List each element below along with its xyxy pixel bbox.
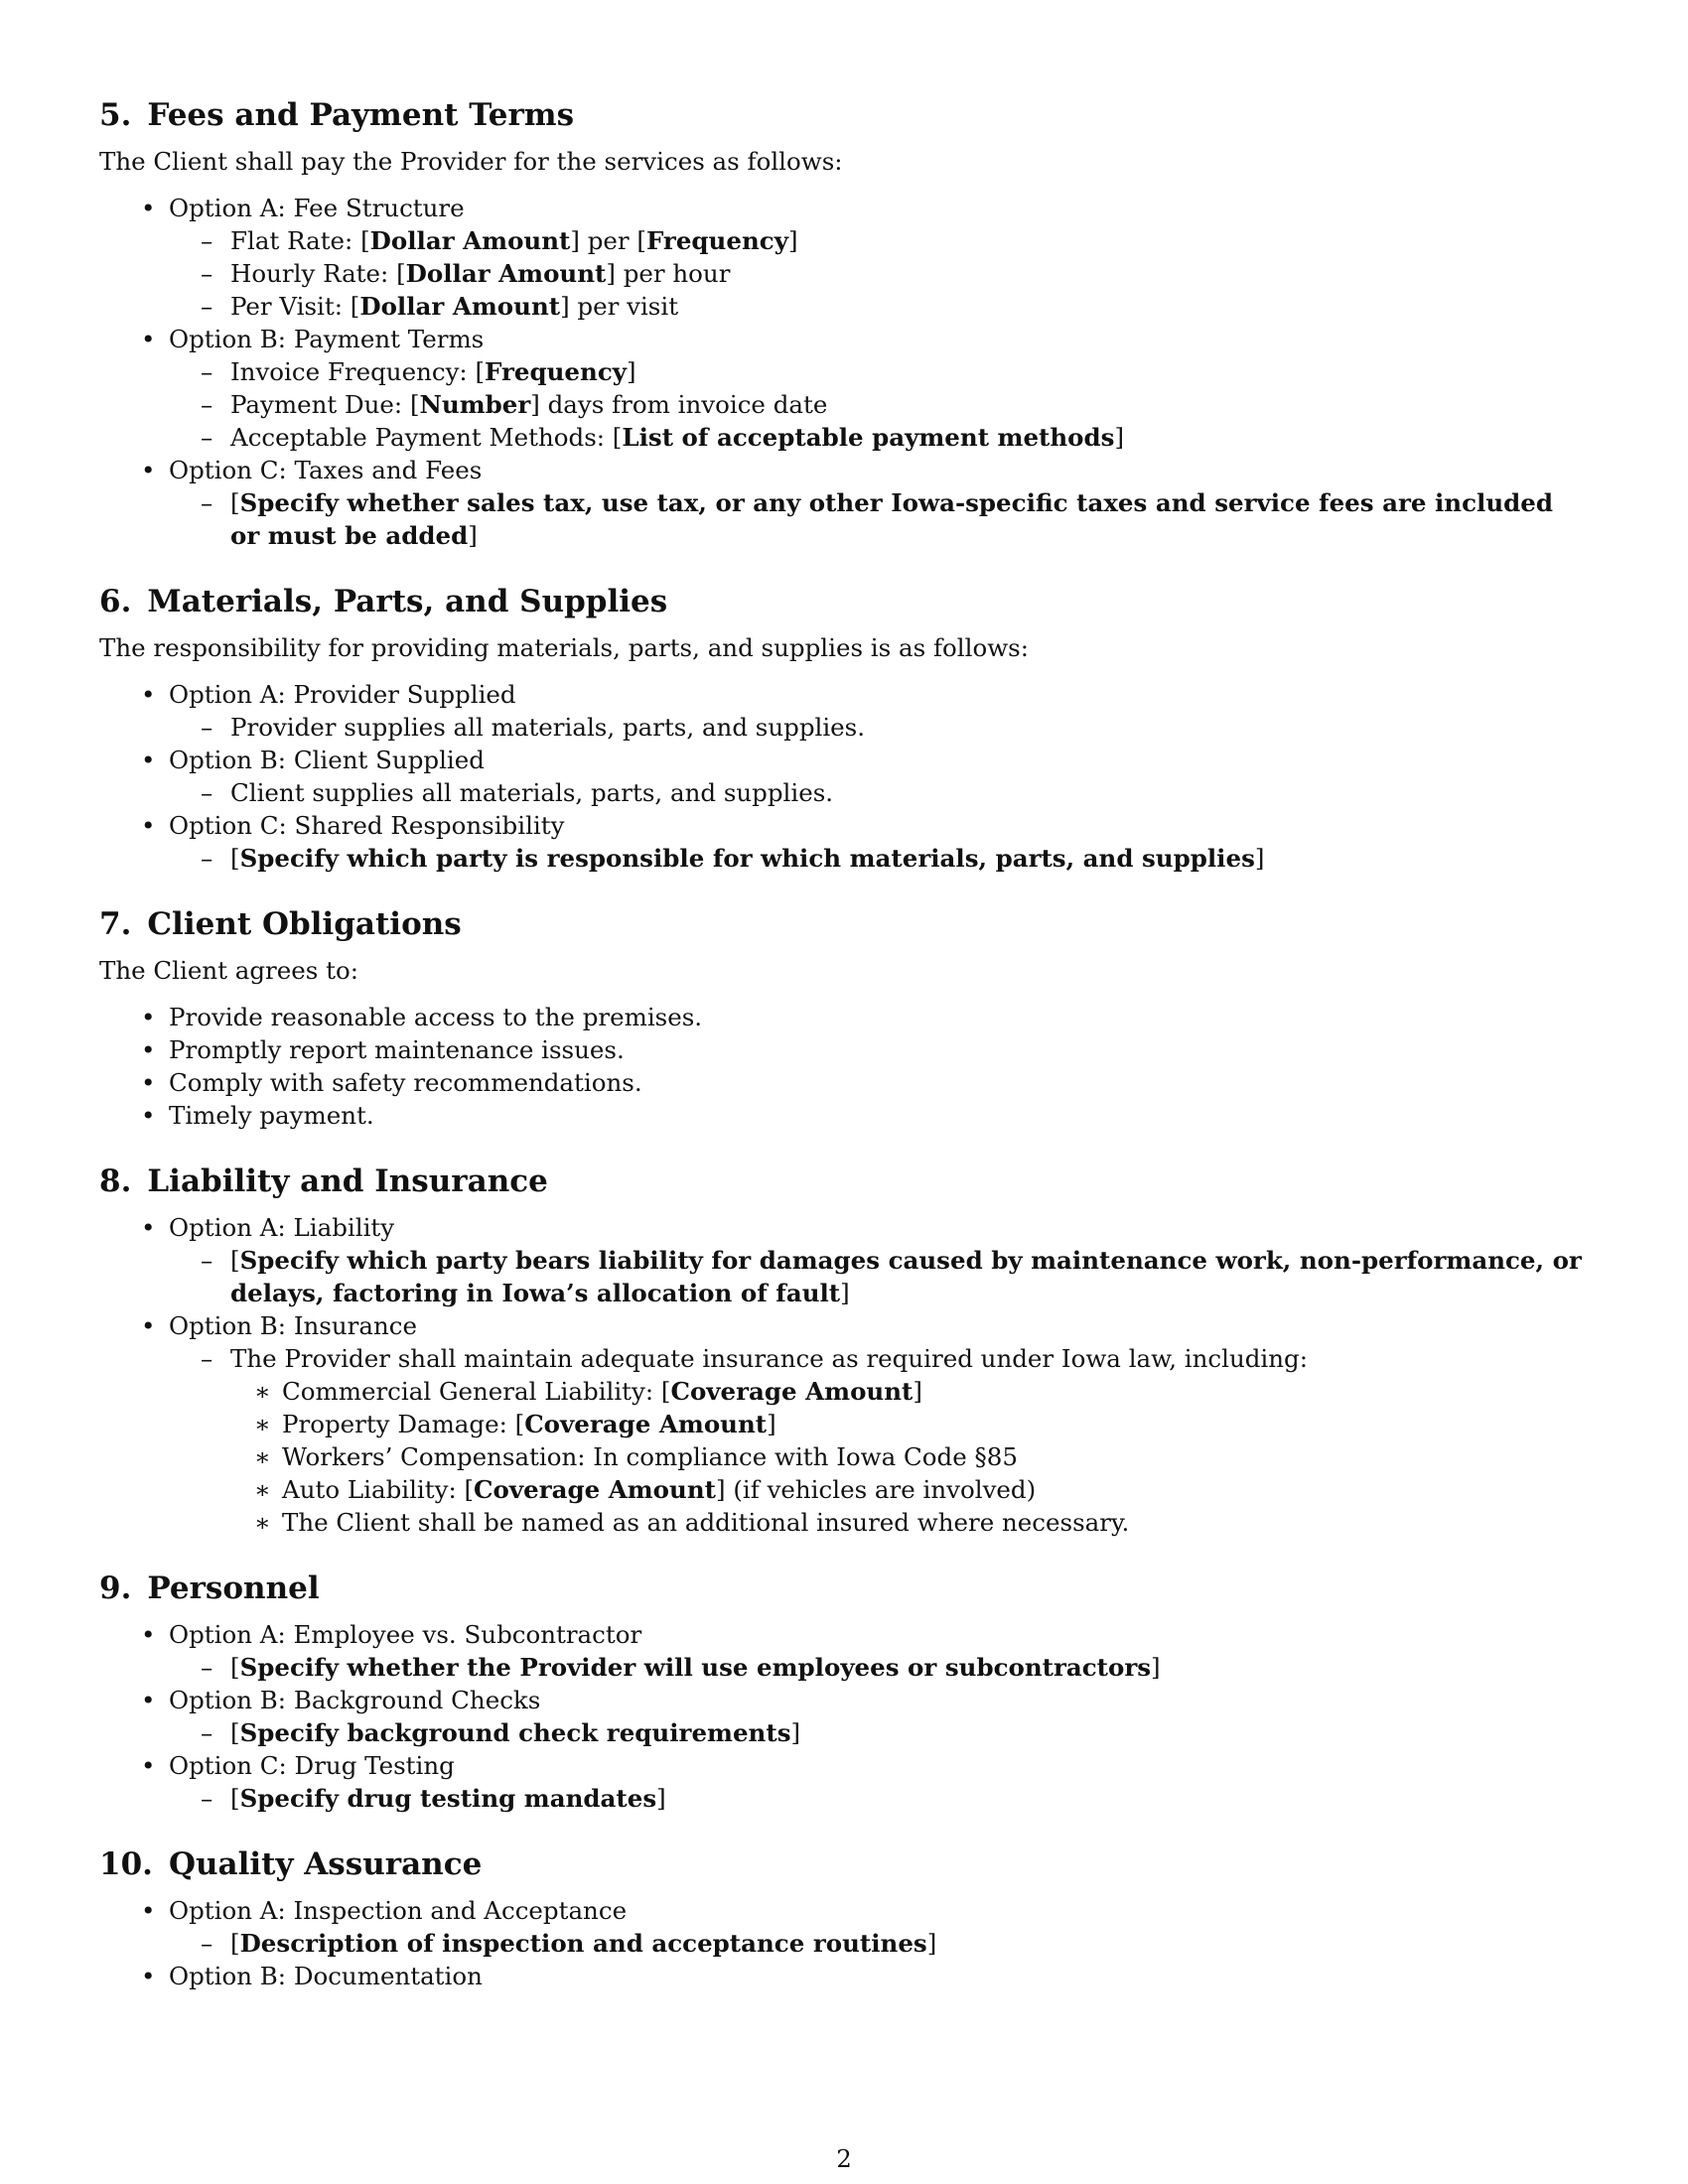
placeholder-field: Specify which party is responsible for which materials, parts, and supplies bbox=[239, 844, 1255, 873]
section-client-obligations bbox=[99, 904, 1589, 1132]
list-item: ∗ Workers’ Compensation: In compliance with Iowa Code §85 bbox=[254, 1442, 1018, 1471]
list-item: – Client supplies all materials, parts, and supplies. bbox=[201, 778, 834, 807]
placeholder-field: Description of inspection and acceptance routines bbox=[239, 1929, 927, 1958]
section-personnel bbox=[99, 1569, 1589, 1815]
option-label: Option A: Inspection and Acceptance bbox=[169, 1896, 628, 1925]
list-item: ∗ Auto Liability: [Coverage Amount] (if vehicles are involved) bbox=[254, 1475, 1037, 1504]
placeholder-field: Number bbox=[419, 390, 531, 419]
placeholder-field: List of acceptable payment methods bbox=[622, 423, 1115, 452]
section-heading bbox=[99, 1161, 1589, 1201]
placeholder-field: Specify background check requirements bbox=[239, 1718, 791, 1747]
bullet-icon: • bbox=[141, 1101, 156, 1130]
list-item: – Per Visit: [Dollar Amount] per visit bbox=[201, 292, 679, 321]
list-item: – [Specify which party is responsible for which materials, parts, and supplies] bbox=[201, 844, 1265, 873]
dash-icon: – bbox=[201, 844, 213, 873]
sub-list bbox=[169, 1927, 1589, 1960]
section-heading bbox=[99, 582, 1589, 621]
option-label: Option B: Client Supplied bbox=[169, 746, 485, 774]
option-label: Option B: Background Checks bbox=[169, 1686, 541, 1714]
list-item: – Acceptable Payment Methods: [List of acceptable payment methods] bbox=[201, 423, 1125, 452]
placeholder-field: Dollar Amount bbox=[405, 259, 607, 288]
sub-list bbox=[169, 486, 1589, 552]
list-item: ∗ The Client shall be named as an additional insured where necessary. bbox=[254, 1508, 1130, 1537]
bullet-icon: • bbox=[141, 325, 156, 353]
bullet-icon: • bbox=[141, 1620, 156, 1649]
placeholder-field: Coverage Amount bbox=[474, 1475, 716, 1504]
list-item: – Invoice Frequency: [Frequency] bbox=[201, 357, 636, 386]
dash-icon: – bbox=[201, 226, 213, 255]
list-item bbox=[141, 1749, 1589, 1815]
dash-icon: – bbox=[201, 259, 213, 288]
list-item bbox=[141, 1309, 1589, 1539]
asterisk-icon: ∗ bbox=[254, 1410, 271, 1438]
list-item: – Payment Due: [Number] days from invoice date bbox=[201, 390, 828, 419]
dash-icon: – bbox=[201, 357, 213, 386]
list-item: – Provider supplies all materials, parts, and supplies. bbox=[201, 713, 866, 742]
list-item bbox=[141, 1618, 1589, 1684]
bullet-icon: • bbox=[141, 1962, 156, 1990]
placeholder-field: Specify whether sales tax, use tax, or any other Iowa-specific taxes and service fees are included or must be added bbox=[230, 488, 1554, 550]
option-list bbox=[99, 192, 1589, 552]
bullet-icon: • bbox=[141, 1003, 156, 1031]
sub-list bbox=[169, 1244, 1589, 1309]
bullet-icon: • bbox=[141, 1751, 156, 1780]
section-title: Materials, Parts, and Supplies bbox=[147, 584, 668, 619]
sub-list bbox=[169, 1342, 1589, 1539]
bullet-icon: • bbox=[141, 1213, 156, 1242]
option-label: Option A: Employee vs. Subcontractor bbox=[169, 1620, 642, 1649]
section-title: Liability and Insurance bbox=[147, 1163, 548, 1199]
placeholder-field: Frequency bbox=[485, 357, 627, 386]
list-item: – Flat Rate: [Dollar Amount] per [Frequency] bbox=[201, 226, 798, 255]
section-fees-payment bbox=[99, 95, 1589, 552]
placeholder-field: Specify drug testing mandates bbox=[239, 1784, 657, 1813]
option-list bbox=[99, 1211, 1589, 1539]
placeholder-field: Frequency bbox=[645, 226, 788, 255]
list-item: • Provide reasonable access to the premises. bbox=[141, 1003, 703, 1031]
section-title: Quality Assurance bbox=[168, 1846, 483, 1882]
sub-list bbox=[169, 1782, 1589, 1815]
list-item: ∗ Property Damage: [Coverage Amount] bbox=[254, 1410, 776, 1438]
section-heading bbox=[99, 1569, 1589, 1608]
document-content bbox=[99, 95, 1589, 2022]
list-item: – The Provider shall maintain adequate insurance as required under Iowa law, including: ∗ Commercial General Liability: [Coverage Amount] ∗ Property Damage: [Coverage Amount] ∗ Workers’ Compensation: In compliance with Iowa Code §85 ∗ Auto Liability: [Coverage Amount] (if vehicles are involved) ∗ The Client shall be named as an additional insured where necessary. bbox=[230, 1342, 1589, 1539]
bullet-icon: • bbox=[141, 1068, 156, 1097]
list-item bbox=[141, 1960, 1589, 1992]
asterisk-icon: ∗ bbox=[254, 1442, 271, 1471]
section-title: Client Obligations bbox=[147, 906, 462, 942]
list-item bbox=[141, 192, 1589, 323]
dash-icon: – bbox=[201, 778, 213, 807]
option-label: Option B: Documentation bbox=[169, 1962, 483, 1990]
dash-icon: – bbox=[201, 1784, 213, 1813]
list-item: – [Specify background check requirements] bbox=[201, 1718, 801, 1747]
page-number: 2 bbox=[836, 2144, 852, 2173]
section-title: Personnel bbox=[147, 1570, 320, 1606]
sub-list bbox=[169, 776, 1589, 809]
asterisk-icon: ∗ bbox=[254, 1475, 271, 1504]
dash-icon: – bbox=[201, 1344, 213, 1373]
list-item: • Comply with safety recommendations. bbox=[141, 1068, 642, 1097]
sub-list bbox=[169, 1716, 1589, 1749]
dash-icon: – bbox=[201, 1246, 213, 1275]
dash-icon: – bbox=[201, 1653, 213, 1682]
placeholder-field: Specify whether the Provider will use employees or subcontractors bbox=[239, 1653, 1152, 1682]
bullet-icon: • bbox=[141, 746, 156, 774]
bullet-icon: • bbox=[141, 1311, 156, 1340]
sub-list bbox=[169, 711, 1589, 744]
section-number: 7. bbox=[99, 906, 132, 942]
list-item bbox=[141, 454, 1589, 552]
bullet-icon: • bbox=[141, 194, 156, 222]
list-item bbox=[141, 1211, 1589, 1309]
list-item: • Timely payment. bbox=[141, 1101, 374, 1130]
placeholder-field: Specify which party bears liability for damages caused by maintenance work, non-performance, or delays, factoring in Iowa’s allocation of fault bbox=[230, 1246, 1582, 1307]
option-list bbox=[99, 1618, 1589, 1815]
sub-list bbox=[169, 355, 1589, 454]
section-number: 10. bbox=[99, 1846, 153, 1882]
option-list bbox=[99, 678, 1589, 875]
section-number: 6. bbox=[99, 584, 132, 619]
section-heading bbox=[99, 904, 1589, 944]
option-label: Option B: Insurance bbox=[169, 1311, 417, 1340]
bullet-icon: • bbox=[141, 456, 156, 484]
option-label: Option C: Drug Testing bbox=[169, 1751, 455, 1780]
bullet-icon: • bbox=[141, 680, 156, 709]
list-item: – Hourly Rate: [Dollar Amount] per hour bbox=[201, 259, 731, 288]
bullet-icon: • bbox=[141, 1896, 156, 1925]
bullet-icon: • bbox=[141, 811, 156, 840]
section-number: 8. bbox=[99, 1163, 132, 1199]
section-quality-assurance bbox=[99, 1844, 1589, 1992]
section-number: 9. bbox=[99, 1570, 132, 1606]
section-heading bbox=[99, 1844, 1589, 1884]
list-item bbox=[141, 809, 1589, 875]
list-item: • Promptly report maintenance issues. bbox=[141, 1035, 625, 1064]
option-label: Option A: Liability bbox=[169, 1213, 395, 1242]
section-heading bbox=[99, 95, 1589, 135]
sub-list bbox=[169, 1651, 1589, 1684]
dash-icon: – bbox=[201, 1718, 213, 1747]
list-item: – [Description of inspection and acceptance routines] bbox=[201, 1929, 937, 1958]
list-item bbox=[141, 323, 1589, 454]
option-label: Option C: Shared Responsibility bbox=[169, 811, 565, 840]
placeholder-field: Coverage Amount bbox=[670, 1377, 914, 1406]
bullet-icon: • bbox=[141, 1035, 156, 1064]
section-number: 5. bbox=[99, 97, 132, 133]
list-item: – [Specify whether sales tax, use tax, or any other Iowa-specific taxes and service fees are included or must be added] bbox=[201, 488, 1554, 550]
section-intro: The responsibility for providing materials, parts, and supplies is as follows: bbox=[99, 633, 1030, 662]
placeholder-field: Dollar Amount bbox=[369, 226, 571, 255]
asterisk-icon: ∗ bbox=[254, 1377, 271, 1406]
option-label: Option C: Taxes and Fees bbox=[169, 456, 483, 484]
list-item bbox=[141, 744, 1589, 809]
section-materials bbox=[99, 582, 1589, 875]
section-title: Fees and Payment Terms bbox=[147, 97, 575, 133]
list-item: – [Specify which party bears liability for damages caused by maintenance work, non-performance, or delays, factoring in Iowa’s allocation of fault] bbox=[201, 1246, 1582, 1307]
list-item bbox=[141, 1684, 1589, 1749]
bullet-icon: • bbox=[141, 1686, 156, 1714]
sub-list bbox=[169, 842, 1589, 875]
list-item bbox=[141, 1894, 1589, 1960]
section-liability-insurance bbox=[99, 1161, 1589, 1539]
option-label: Option A: Provider Supplied bbox=[169, 680, 516, 709]
list-item bbox=[141, 678, 1589, 744]
dash-icon: – bbox=[201, 292, 213, 321]
dash-icon: – bbox=[201, 713, 213, 742]
sub-sub-list bbox=[230, 1375, 1589, 1539]
list-item: ∗ Commercial General Liability: [Coverage Amount] bbox=[254, 1377, 922, 1406]
asterisk-icon: ∗ bbox=[254, 1508, 271, 1537]
dash-icon: – bbox=[201, 423, 213, 452]
obligation-list bbox=[99, 1001, 1589, 1132]
section-intro: The Client shall pay the Provider for the services as follows: bbox=[99, 147, 843, 176]
placeholder-field: Dollar Amount bbox=[359, 292, 561, 321]
dash-icon: – bbox=[201, 390, 213, 419]
section-intro: The Client agrees to: bbox=[99, 956, 358, 985]
sub-list bbox=[169, 224, 1589, 323]
placeholder-field: Coverage Amount bbox=[524, 1410, 768, 1438]
option-list bbox=[99, 1894, 1589, 1992]
list-item: – [Specify whether the Provider will use employees or subcontractors] bbox=[201, 1653, 1161, 1682]
option-label: Option A: Fee Structure bbox=[169, 194, 465, 222]
option-label: Option B: Payment Terms bbox=[169, 325, 485, 353]
dash-icon: – bbox=[201, 1929, 213, 1958]
dash-icon: – bbox=[201, 488, 213, 517]
list-item: – [Specify drug testing mandates] bbox=[201, 1784, 666, 1813]
